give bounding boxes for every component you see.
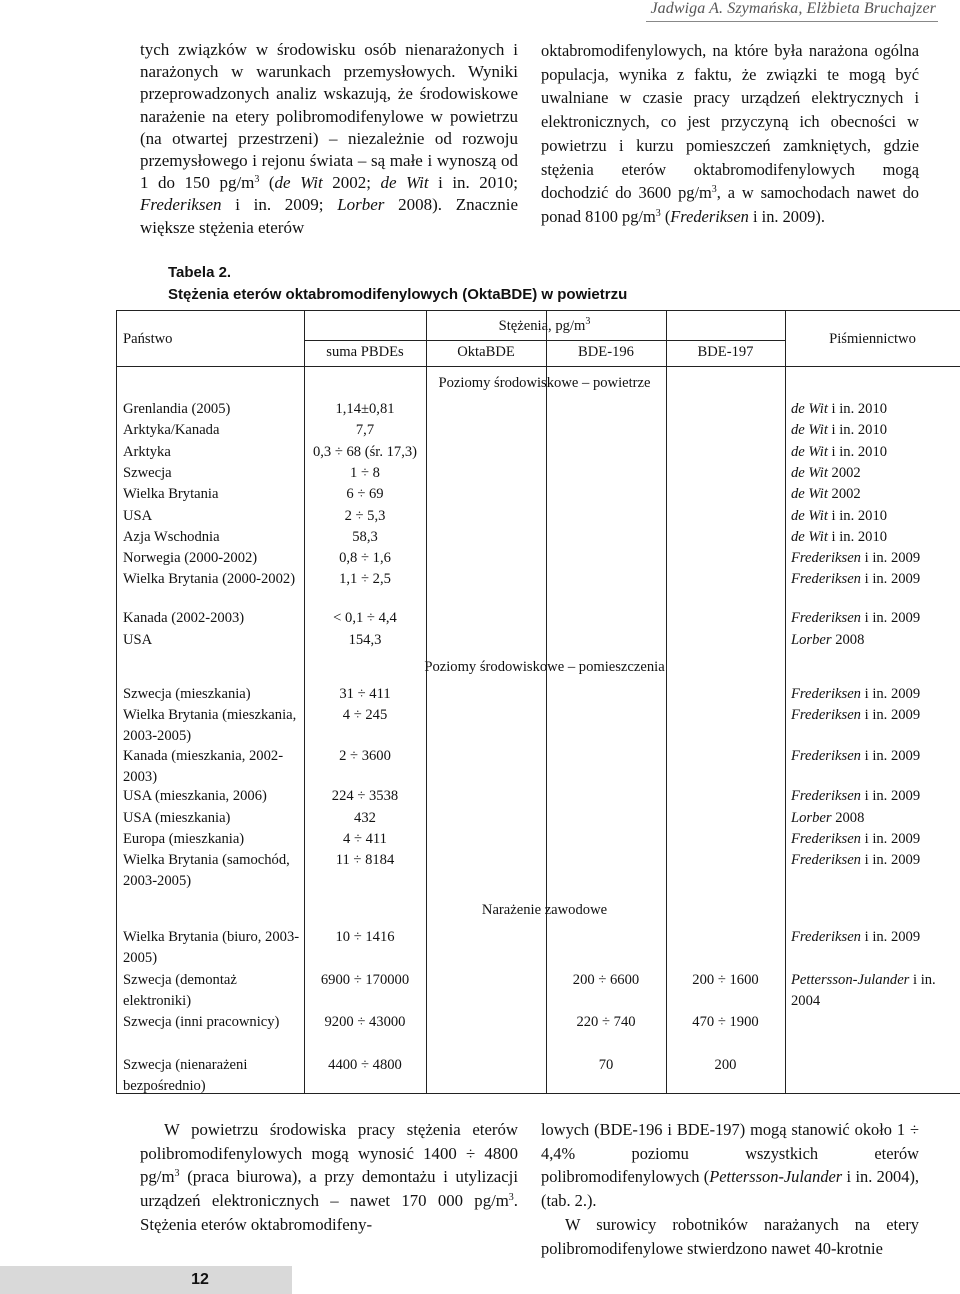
- citation-year: 2008: [831, 631, 865, 648]
- row-sum-pbdes: 58,3: [352, 528, 378, 545]
- row-sum-pbdes: 0,8 ÷ 1,6: [339, 550, 391, 567]
- row-country: Szwecja (mieszkania): [123, 686, 251, 702]
- row-sum-pbdes: 0,3 ÷ 68 (śr. 17,3): [312, 443, 418, 460]
- citation-year: i in. 2010: [827, 443, 888, 460]
- superscript: 3: [508, 1192, 514, 1204]
- row-reference: [791, 850, 960, 871]
- row-country: Arktyka: [123, 443, 171, 460]
- row-country: Kanada (2002-2003): [123, 610, 245, 627]
- row-country: Wielka Brytania: [123, 486, 219, 503]
- paragraph: W surowicy robotników narażanych na etery polibromodifenylowe stwierdzono nawet 40-krotnie: [541, 1214, 919, 1258]
- row-bde197: 470 ÷ 1900: [692, 1014, 759, 1030]
- row-country: Szwecja: [123, 464, 172, 481]
- row-sum-pbdes: 1,1 ÷ 2,5: [339, 571, 391, 588]
- row-country: Wielka Brytania (2000-2002): [123, 571, 296, 588]
- row-reference: [791, 829, 960, 850]
- row-sum-pbdes: 1 ÷ 8: [350, 464, 380, 481]
- text-span: . Stężenia eterów oktabromodifeny-: [140, 1191, 518, 1234]
- text-column-top-left: [140, 39, 518, 239]
- citation: de Wit: [791, 443, 828, 460]
- text-span: i in. 2009).: [748, 206, 825, 226]
- row-bde196: 200 ÷ 6600: [572, 971, 640, 988]
- citation: Frederiksen: [791, 852, 861, 869]
- row-country: Wielka Brytania (samochód, 2003-2005): [123, 852, 290, 890]
- row-sum-pbdes: 1,14±0,81: [335, 401, 395, 417]
- text-span: oktabromodifenylowych, na które była narażona ogólna populacja, wynika z faktu, że związki te mogą być uwalniane w czasie pracy urządzeń elektrycznych i elektronicznych, co jest przyczyną ich obecności w powietrzu i kurzu pomieszczeń zamkniętych, gdzie stężenia eterów oktabromodifenylowych mogą dochodzić do 3600 pg/m: [541, 41, 919, 203]
- row-sum-pbdes: 224 ÷ 3538: [331, 788, 399, 805]
- row-reference: [791, 399, 960, 420]
- section-label: Narażenie zawodowe: [481, 902, 608, 918]
- row-sum-pbdes: 4 ÷ 245: [342, 707, 388, 724]
- superscript: 3: [585, 316, 591, 327]
- citation-year: 2002: [827, 486, 861, 503]
- superscript: 3: [254, 174, 260, 186]
- row-country: USA: [123, 631, 153, 648]
- citation: de Wit: [791, 401, 828, 417]
- row-country: Szwecja (nienarażeni bezpośrednio): [123, 1056, 248, 1094]
- citation: Frederiksen: [791, 747, 861, 764]
- text-span: 2008). Znacznie większe stężenia eterów: [140, 195, 518, 237]
- citation: de Wit: [791, 422, 828, 439]
- citation: Lorber: [337, 195, 385, 215]
- table-title: Stężenia eterów oktabromodifenylowych (OktaBDE) w powietrzu: [168, 286, 628, 303]
- row-bde197: 200: [714, 1056, 737, 1073]
- footer-band: [0, 1266, 292, 1294]
- citation-year: i in. 2004: [791, 971, 936, 1009]
- header-concentration-text: Stężenia, pg/m: [498, 318, 586, 334]
- citation-year: i in. 2009: [860, 929, 921, 945]
- citation: Pettersson-Julander: [791, 971, 910, 988]
- citation: Frederiksen: [791, 571, 861, 588]
- page-number: 12: [191, 1271, 209, 1288]
- superscript: 3: [655, 207, 661, 219]
- citation-year: i in. 2010: [827, 528, 888, 545]
- text-span: (: [660, 206, 671, 226]
- row-sum-pbdes: 10 ÷ 1416: [335, 929, 395, 945]
- row-sum-pbdes: < 0,1 ÷ 4,4: [333, 610, 397, 627]
- row-country: Kanada (mieszkania, 2002-2003): [123, 747, 284, 785]
- header-concentration: [304, 316, 785, 337]
- row-reference: [791, 808, 960, 829]
- superscript: 3: [711, 184, 717, 196]
- row-country: Arktyka/Kanada: [123, 422, 220, 439]
- row-sum-pbdes: 6900 ÷ 170000: [320, 971, 410, 988]
- row-reference: [791, 970, 960, 1012]
- section-label: Poziomy środowiskowe – powietrze: [438, 375, 651, 391]
- citation-year: i in. 2009: [860, 852, 921, 869]
- header-oktabde: OktaBDE: [457, 344, 515, 360]
- text-span: W powietrzu środowiska pracy stężenia eterów polibromodifenylowych mogą wynosić 1400 ÷ 4800 pg/m: [140, 1120, 518, 1187]
- concentration-table: [116, 310, 960, 1094]
- row-sum-pbdes: 2 ÷ 5,3: [344, 507, 386, 524]
- row-country: Wielka Brytania (mieszkania, 2003-2005): [123, 707, 297, 745]
- citation: de Wit: [274, 173, 323, 193]
- paragraph: [140, 39, 518, 239]
- citation: Frederiksen: [791, 929, 861, 945]
- citation: Frederiksen: [791, 788, 861, 805]
- header-sum-pbdes: suma PBDEs: [326, 344, 404, 360]
- row-sum-pbdes: 2 ÷ 3600: [339, 747, 391, 764]
- citation-year: i in. 2009: [860, 686, 921, 702]
- citation-year: i in. 2009: [860, 550, 921, 567]
- row-sum-pbdes: 11 ÷ 8184: [335, 852, 395, 869]
- row-reference: [791, 569, 960, 590]
- text-column-top-right: [541, 39, 919, 229]
- text-span: tych związków w środowisku osób nienarażonych i narażonych w warunkach przemysłowych. Wyniki przeprowadzonych analiz wskazują, że środowiskowe narażenie na etery polibromodifenylowe w powietrzu (na otwartej przestrzeni) – niezależnie od rozwoju przemysłowego i rejonu świata – są małe i wynoszą od 1 do 150 pg/m: [140, 40, 518, 193]
- citation: Frederiksen: [670, 206, 749, 226]
- text-span: , a w samochodach nawet do ponad 8100 pg/m: [541, 183, 920, 226]
- text-span: (praca biurowa), a przy demontażu i utylizacji urządzeń elektronicznych – nawet 170 000 pg/m: [140, 1167, 518, 1211]
- row-bde196: 70: [598, 1056, 614, 1073]
- citation-year: i in. 2010: [827, 422, 888, 439]
- row-reference: [791, 484, 960, 505]
- paragraph: [541, 1118, 919, 1213]
- paragraph: [140, 1118, 518, 1237]
- text-span: i in. 2004), (tab. 2.).: [541, 1167, 919, 1211]
- citation: Frederiksen: [791, 830, 861, 847]
- citation-year: 2008: [831, 809, 865, 826]
- paragraph: [541, 39, 919, 229]
- row-reference: [791, 442, 960, 463]
- citation-year: i in. 2009: [860, 788, 921, 805]
- row-reference: [791, 420, 960, 441]
- row-reference: [791, 927, 960, 948]
- row-sum-pbdes: 7,7: [355, 422, 375, 439]
- row-country: Norwegia (2000-2002): [123, 550, 258, 567]
- citation-year: i in. 2010: [827, 401, 888, 417]
- running-header-authors: Jadwiga A. Szymańska, Elżbieta Bruchajzer: [646, 0, 938, 22]
- row-country: Szwecja (inni pracownicy): [123, 1014, 280, 1030]
- row-sum-pbdes: 6 ÷ 69: [346, 486, 384, 503]
- row-sum-pbdes: 432: [354, 809, 376, 826]
- row-country: USA (mieszkania): [123, 809, 231, 826]
- row-country: Europa (mieszkania): [123, 830, 245, 847]
- citation: de Wit: [791, 528, 828, 545]
- row-bde196: 220 ÷ 740: [576, 1014, 636, 1030]
- table-label: Tabela 2.: [168, 264, 232, 281]
- row-country: Szwecja (demontaż elektroniki): [123, 971, 237, 1009]
- citation: Pettersson-Julander: [709, 1167, 843, 1187]
- row-country: USA: [123, 507, 153, 524]
- text-span: i in. 2010;: [428, 173, 519, 193]
- row-sum-pbdes: 31 ÷ 411: [339, 686, 391, 702]
- citation-year: i in. 2009: [860, 830, 921, 847]
- citation: de Wit: [380, 173, 429, 193]
- citation: de Wit: [791, 486, 828, 503]
- row-sum-pbdes: 4400 ÷ 4800: [328, 1056, 402, 1073]
- column-divider: [426, 311, 427, 1093]
- row-sum-pbdes: 154,3: [348, 631, 382, 648]
- row-reference: [791, 630, 960, 651]
- citation: Frederiksen: [791, 707, 861, 724]
- row-sum-pbdes: 9200 ÷ 43000: [324, 1014, 406, 1030]
- text-span: (: [259, 173, 275, 193]
- citation: Frederiksen: [791, 550, 861, 567]
- row-reference: [791, 548, 960, 569]
- text-column-bottom-left: [140, 1118, 518, 1237]
- citation-year: i in. 2010: [827, 507, 888, 524]
- row-reference: [791, 506, 960, 527]
- superscript: 3: [174, 1168, 180, 1180]
- row-country: USA (mieszkania, 2006): [123, 788, 267, 805]
- header-divider: [304, 340, 785, 341]
- row-reference: [791, 463, 960, 484]
- citation: Frederiksen: [791, 686, 861, 702]
- citation: Lorber: [791, 631, 832, 648]
- citation: Frederiksen: [140, 195, 222, 215]
- row-country: Wielka Brytania (biuro, 2003-2005): [123, 929, 300, 966]
- row-reference: [791, 684, 960, 705]
- row-bde197: 200 ÷ 1600: [692, 971, 759, 988]
- citation-year: i in. 2009: [860, 707, 921, 724]
- citation-year: i in. 2009: [860, 610, 921, 627]
- header-country: Państwo: [123, 331, 173, 347]
- header-bottom-rule: [117, 366, 960, 367]
- text-span: lowych (BDE-196 i BDE-197) mogą stanowić około 1 ÷ 4,4% poziomu wszystkich eterów polibromodifenylowych (: [541, 1120, 919, 1187]
- text-span: i in. 2009;: [221, 195, 338, 215]
- row-reference: [791, 705, 960, 726]
- text-column-bottom-right: [541, 1118, 919, 1260]
- header-bde197: BDE-197: [697, 344, 754, 360]
- citation: de Wit: [791, 464, 828, 481]
- table-caption: [168, 262, 627, 306]
- row-country: Grenlandia (2005): [123, 401, 231, 417]
- row-country: Azja Wschodnia: [123, 528, 220, 545]
- citation-year: i in. 2009: [860, 747, 921, 764]
- row-reference: [791, 608, 960, 629]
- citation-year: i in. 2009: [860, 571, 921, 588]
- citation: Lorber: [791, 809, 832, 826]
- header-bde196: BDE-196: [578, 344, 634, 360]
- row-sum-pbdes: 4 ÷ 411: [343, 830, 387, 847]
- citation: de Wit: [791, 507, 828, 524]
- section-label: Poziomy środowiskowe – pomieszczenia: [424, 659, 665, 675]
- header-literature: Piśmiennictwo: [829, 331, 916, 347]
- citation: Frederiksen: [791, 610, 861, 627]
- citation-year: 2002: [827, 464, 861, 481]
- column-divider: [785, 311, 786, 1093]
- text-span: 2002;: [322, 173, 381, 193]
- row-reference: [791, 786, 960, 807]
- row-reference: [791, 527, 960, 548]
- row-reference: [791, 746, 960, 767]
